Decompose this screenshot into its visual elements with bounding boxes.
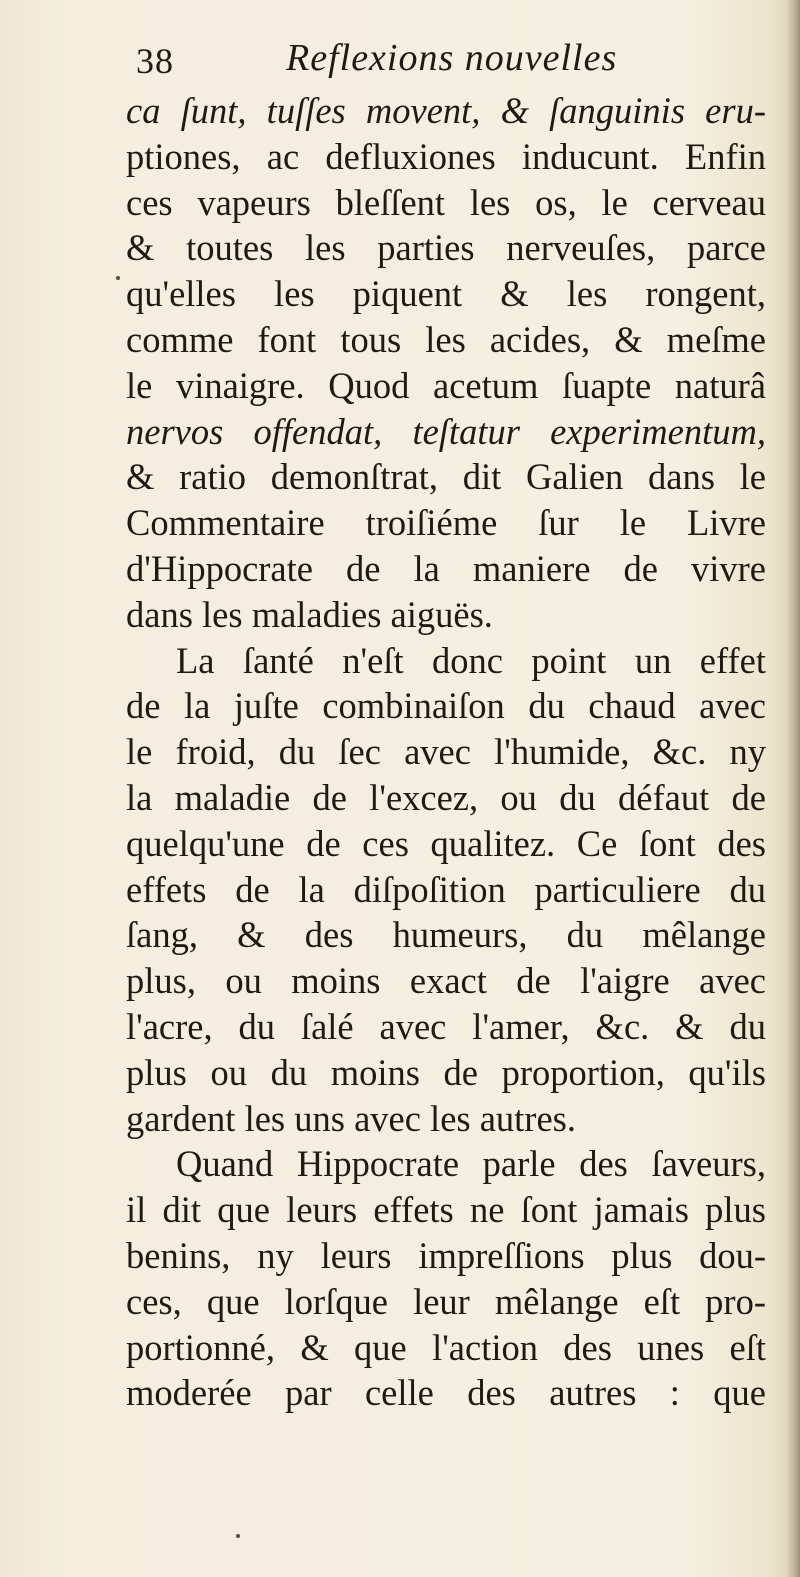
paper-speck: [236, 1534, 240, 1538]
text-line: & toutes les parties nerveuſes, parce: [126, 227, 766, 269]
text-line: dans les maladies aiguës.: [126, 593, 493, 635]
text-line: portionné, & que l'action des unes eſt: [126, 1326, 766, 1368]
text-line: Commentaire troiſiéme ſur le Livre: [126, 502, 766, 544]
text-line: effets de la diſpoſition particuliere du: [126, 868, 766, 910]
text-line: ca ſunt, tuſſes movent, & ſanguinis eru-: [126, 90, 766, 131]
text-line: plus, ou moins exact de l'aigre avec: [126, 960, 766, 1002]
text-line: quelqu'une de ces qualitez. Ce ſont des: [126, 822, 766, 864]
text-line: qu'elles les piquent & les rongent,: [126, 273, 766, 315]
text-line: l'acre, du ſalé avec l'amer, &c. & du: [126, 1005, 766, 1047]
text-line: comme font tous les acides, & meſme: [126, 318, 766, 360]
text-line: de la juſte combinaiſon du chaud avec: [126, 685, 766, 727]
paragraph-start-line: Quand Hippocrate parle des ſaveurs,: [176, 1143, 766, 1185]
text-line: & ratio demonſtrat, dit Galien dans le: [126, 456, 766, 498]
text-line: ptiones, ac defluxiones inducunt. Enfin: [126, 135, 766, 177]
paper-speck: [116, 276, 120, 280]
text-line: gardent les uns avec les autres.: [126, 1097, 576, 1139]
text-line: le froid, du ſec avec l'humide, &c. ny: [126, 731, 766, 773]
text-line: le vinaigre. Quod acetum ſuapte naturâ: [126, 364, 766, 406]
body-text: [126, 88, 766, 1416]
page-header: [136, 36, 736, 86]
text-line: ſang, & des humeurs, du mêlange: [126, 914, 766, 956]
text-line: il dit que leurs effets ne ſont jamais plus: [126, 1189, 766, 1231]
page-number: 38: [136, 41, 174, 81]
text-line: la maladie de l'excez, ou du défaut de: [126, 776, 766, 818]
page-edge-shadow: [786, 0, 800, 1577]
text-line: ces vapeurs bleſſent les os, le cerveau: [126, 181, 766, 223]
text-line: benins, ny leurs impreſſions plus dou-: [126, 1234, 766, 1276]
text-line: nervos offendat, teſtatur experimentum,: [126, 410, 766, 452]
paragraph-start-line: La ſanté n'eſt donc point un effet: [176, 639, 766, 681]
running-title: Reflexions nouvelles: [286, 37, 618, 79]
text-line: plus ou du moins de proportion, qu'ils: [126, 1051, 766, 1093]
text-line: d'Hippocrate de la maniere de vivre: [126, 547, 766, 589]
text-line: moderée par celle des autres : que: [126, 1372, 766, 1414]
text-line: ces, que lorſque leur mêlange eſt pro-: [126, 1280, 766, 1322]
